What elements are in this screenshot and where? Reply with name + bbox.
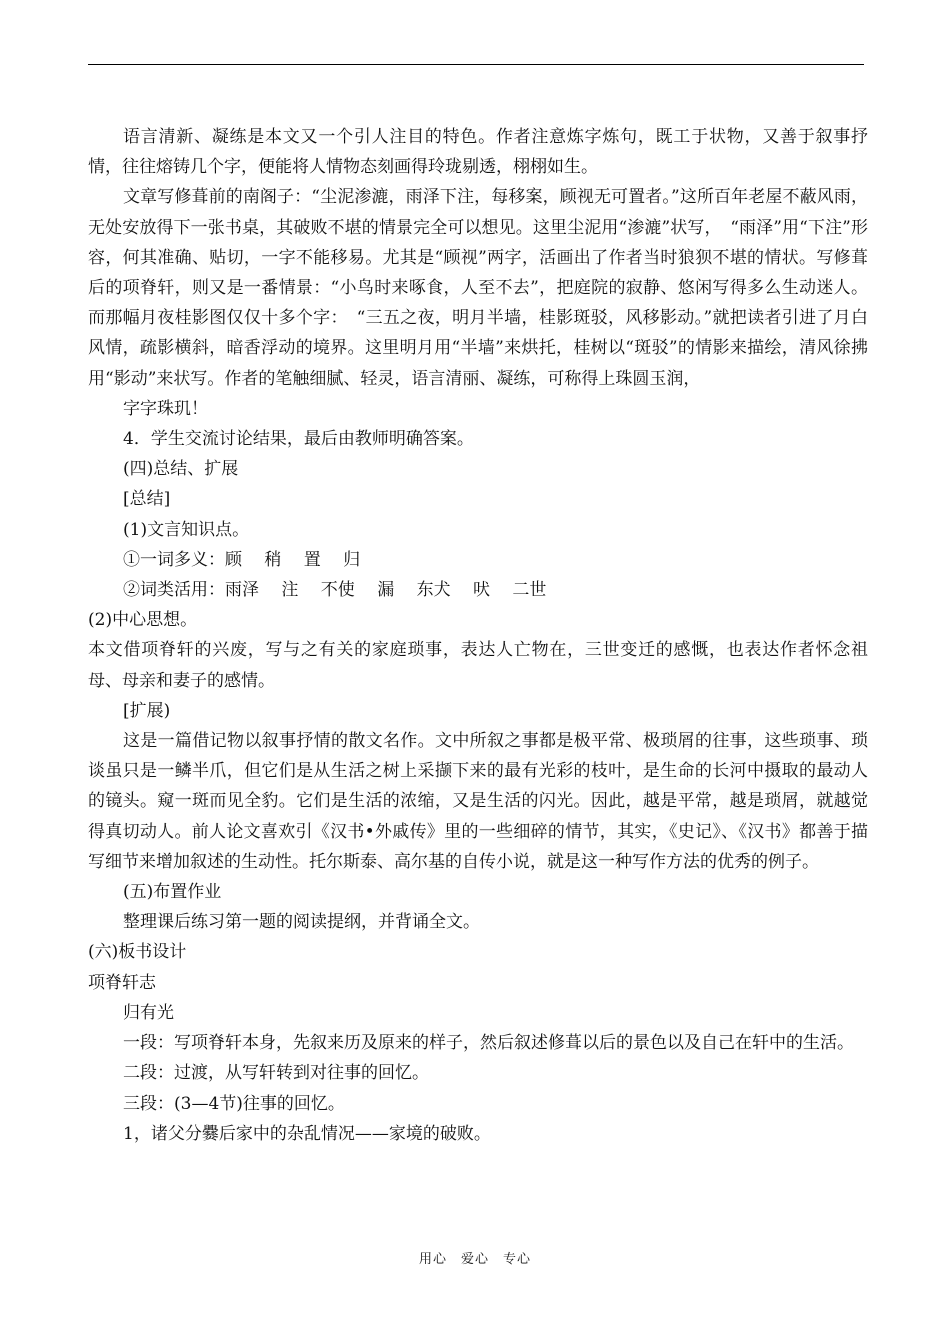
document-body: [88, 122, 868, 1149]
paragraph: 文章写修葺前的南阁子：“尘泥渗漉，雨泽下注，每移案，顾视无可置者。”这所百年老屋不蔽风雨，无处安放得下一张书桌，其破败不堪的情景完全可以想见。这里尘泥用“渗漉”状写， “雨泽”用“下注”形容，何其准确、贴切，一字不能移易。尤其是“顾视”两字，活画出了作者当时狼狈不堪的情状。写修葺后的项脊轩，则又是一番情景：“小鸟时来啄食，人至不去”，把庭院的寂静、悠闲写得多么生动迷人。而那幅月夜桂影图仅仅十多个字： “三五之夜，明月半墙，桂影斑驳，风移影动。”就把读者引进了月白风情，疏影横斜，暗香浮动的境界。这里明月用“半墙”来烘托，桂树以“斑驳”的情影来描绘，清风徐拂用“影动”来状写。作者的笔触细腻、轻灵，语言清丽、凝练，可称得上珠圆玉润，: [88, 187, 868, 389]
paragraph: 语言清新、凝练是本文又一个引人注目的特色。作者注意炼字炼句，既工于状物，又善于叙事抒情，往往熔铸几个字，便能将人情物态刻画得玲珑剔透，栩栩如生。: [88, 127, 868, 178]
list-item: (2)中心思想。: [88, 610, 198, 631]
paragraph: 字字珠玑！: [123, 398, 208, 419]
subheading: [扩展): [123, 700, 171, 721]
section-heading: (六)板书设计: [88, 942, 187, 963]
paragraph: 本文借项脊轩的兴废，写与之有关的家庭琐事，表达人亡物在，三世变迁的感慨，也表达作者怀念祖母、母亲和妻子的感情。: [88, 640, 868, 691]
paragraph: 1，诸父分爨后家中的杂乱情况——家境的破败。: [123, 1123, 491, 1144]
paragraph: 4．学生交流讨论结果，最后由教师明确答案。: [123, 429, 474, 450]
section-heading: (五)布置作业: [123, 882, 222, 903]
list-item: ②词类活用：雨泽 注 不使 漏 东犬 吠 二世: [123, 580, 547, 601]
section-heading: (四)总结、扩展: [123, 459, 239, 480]
paragraph: 整理课后练习第一题的阅读提纲，并背诵全文。: [123, 912, 480, 933]
board-author: 归有光: [123, 1002, 174, 1023]
paragraph: 三段：(3—4节)往事的回忆。: [123, 1093, 345, 1114]
paragraph: 一段：写项脊轩本身，先叙来历及原来的样子，然后叙述修葺以后的景色以及自己在轩中的生活。: [123, 1033, 854, 1054]
page-footer: 用心 爱心 专心: [418, 1252, 531, 1267]
paragraph: 二段：过渡，从写轩转到对往事的回忆。: [123, 1063, 429, 1084]
subheading: [总结]: [123, 489, 171, 510]
list-item: (1)文言知识点。: [123, 519, 250, 540]
board-title: 项脊轩志: [88, 972, 156, 993]
list-item: ①一词多义：顾 稍 置 归: [123, 549, 361, 570]
header-rule: [88, 64, 864, 65]
paragraph: 这是一篇借记物以叙事抒情的散文名作。文中所叙之事都是极平常、极琐屑的往事，这些琐事、琐谈虽只是一鳞半爪，但它们是从生活之树上采撷下来的最有光彩的枝叶，是生命的长河中摄取的最动人的镜头。窥一斑而见全豹。它们是生活的浓缩，又是生活的闪光。因此，越是平常，越是琐屑，就越觉得真切动人。前人论文喜欢引《汉书•外戚传》里的一些细碎的情节，其实，《史记》、《汉书》都善于描写细节来增加叙述的生动性。托尔斯泰、高尔基的自传小说，就是这一种写作方法的优秀的例子。: [88, 731, 868, 872]
